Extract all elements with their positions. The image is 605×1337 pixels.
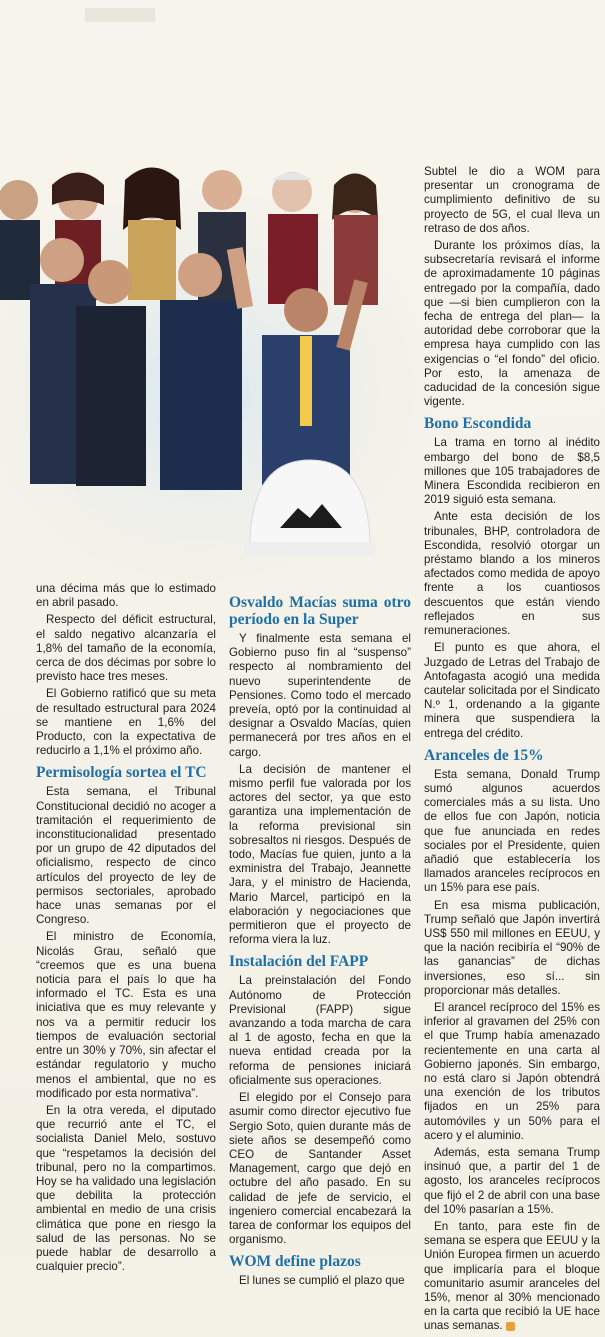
paragraph: En esa misma publicación, Trump señaló que Japón invertirá US$ 550 mil millones en EEUU, y que la nación recibiría el “90% de las ganancias” de dichas inversiones, eso sí... sin proporcionar más detalles.: [424, 898, 600, 997]
column-middle: [229, 594, 411, 1292]
section-heading-permisologia: Permisología sortea el TC: [36, 764, 207, 782]
paragraph: En la otra vereda, el diputado que recurrió ante el TC, el socialista Daniel Melo, sostuvo que “respetamos la decisión del tribunal, pero no la compartimos. Hoy se ha validado una legislación que debilita la protección ambiental en medio de una crisis climática que pone en riesgo la salud de las personas. No se puede hablar de desarrollo a cualquier precio”.: [36, 1103, 216, 1274]
paragraph: [424, 1220, 600, 1334]
paragraph: una décima más que lo estimado en abril pasado.: [36, 582, 216, 610]
paragraph: El punto es que ahora, el Juzgado de Letras del Trabajo de Antofagasta acogió una medida cautelar solicitada por el Sindicato N.º 1, ordenando a la gigante minera que suspendiera la entrega del crédito.: [424, 641, 600, 740]
column-right: [424, 165, 600, 1337]
paragraph: El Gobierno ratificó que su meta de resultado estructural para 2024 se mantiene en 1,6% del Producto, con la expectativa de reducirlo a 1,1% el próximo año.: [36, 687, 216, 758]
paragraph: El lunes se cumplió el plazo que: [239, 1274, 405, 1288]
paragraph: Respecto del déficit estructural, el saldo negativo alcanzaría el 1,8% del tamaño de la economía, cerca de dos décimas por sobre lo previsto hace tres meses.: [36, 613, 216, 684]
paragraph: Y finalmente esta semana el Gobierno puso fin al “suspenso” respecto al nombramiento del nuevo superintendente de Pensiones. Como todo el mercado preveía, optó por la continuidad al designar a Osvaldo Macías, quien permanecerá por tres años en el cargo.: [229, 632, 411, 759]
section-heading-osvaldo-macias: Osvaldo Macías suma otro período en la Super: [229, 594, 411, 628]
photo-collage: [0, 160, 410, 580]
paragraph: La preinstalación del Fondo Autónomo de Protección Previsional (FAPP) sigue avanzando a toda marcha de cara al 1 de agosto, fecha en que la nueva entidad creada por la reforma de pensiones iniciará oficialmente sus operaciones.: [229, 974, 411, 1087]
paragraph: El ministro de Economía, Nicolás Grau, señaló que “creemos que es una buena noticia para el país lo que ha informado el TC. Esta es una iniciativa que es muy relevante y nos va a permitir reducir los tiempos de evaluación sectorial entre un 30% y 70%, sin afectar el estándar regulatorio y mucho menos el ambiental, que no es modificado por esta normativa”.: [36, 930, 216, 1100]
paragraph: El arancel recíproco del 15% es inferior al gravamen del 25% con el que Trump había amenazado recientemente en una carta al Gobierno japonés. Sin embargo, no está claro si Japón obtendrá una exención de los tributos fijados en un 25% para automóviles y un 50% para el acero y el aluminio.: [424, 1000, 600, 1142]
paragraph: La trama en torno al inédito embargo del bono de $8,5 millones que 105 trabajadores de Minera Escondida recibieron en 2019 siguió esta semana.: [424, 436, 600, 507]
section-heading-aranceles: Aranceles de 15%: [424, 746, 544, 764]
paragraph: Ante esta decisión de los tribunales, BHP, controladora de Escondida, resolvió otorgar un préstamo blando a los mineros afectados como medida de apoyo frente a los cuantiosos descuentos que están viendo reflejados en sus remuneraciones.: [424, 510, 600, 638]
paragraph: Durante los próximos días, la subsecretaría revisará el informe de aproximadamente 10 páginas entregado por la compañía, dado que —si bien cumplieron con la fecha de entrega del plan— la autoridad debe corroborar que la empresa haya cumplido con las exigencias o “el fondo” del oficio. Por esto, la amenaza de caducidad de la concesión sigue vigente.: [424, 239, 600, 409]
section-heading-wom: WOM define plazos: [229, 1253, 361, 1271]
section-heading-bono-escondida: Bono Escondida: [424, 415, 532, 433]
paragraph: La decisión de mantener el mismo perfil fue valorada por los actores del sector, ya que esto garantiza una implementación de la reforma previsional sin sobresaltos ni riesgos. Después de todo, Macías fue quien, junto a la exministra del Trabajo, Jeannette Jara, y el ministro de Hacienda, Mario Marcel, participó en la elaboración y negociaciones que permitieron que el proyecto de reforma viera la luz.: [229, 762, 411, 947]
paragraph: Esta semana, el Tribunal Constitucional decidió no acoger a tramitación el requerimiento de inconstitucionalidad presentado por un grupo de 42 diputados del oficialismo, respecto de cinco artículos del proyecto de ley de permisos sectoriales, aprobado hace unas semanas por el Congreso.: [36, 785, 216, 927]
paragraph: Además, esta semana Trump insinuó que, a partir del 1 de agosto, los aranceles recíprocos que fijó el 2 de abril con una base del 10% pasarían a 15%.: [424, 1146, 600, 1216]
paragraph: El elegido por el Consejo para asumir como director ejecutivo fue Sergio Soto, quien durante más de siete años se desempeñó como CEO de Santander Asset Management, cargo que dejó en octubre del año pasado. En su calidad de jefe de servicio, el ingeniero comercial encabezará la tarea de conformar los equipos del organismo.: [229, 1091, 411, 1247]
end-of-article-icon: [506, 1322, 515, 1331]
paragraph-text: En tanto, para este fin de semana se espera que EEUU y la Unión Europea firmen un acuerdo que implicaría para el bloque comunitario asumir aranceles del 15%, menor al 30% mencionado en la carta que recibió la UE hace unas semanas.: [424, 1220, 600, 1333]
section-heading-fapp: Instalación del FAPP: [229, 953, 369, 971]
paragraph: Subtel le dio a WOM para presentar un cronograma de cumplimiento definitivo de su proyecto de 5G, el cual lleva un retraso de dos años.: [424, 165, 600, 235]
column-left: [36, 582, 216, 1277]
paragraph: Esta semana, Donald Trump sumó algunos acuerdos comerciales más a su lista. Uno de ellos fue con Japón, noticia que fue anunciada en redes sociales por el Presidente, quien añadió que establecería los llamados aranceles recíprocos en un 15% para ese país.: [424, 767, 600, 895]
top-decoration: [0, 0, 605, 30]
